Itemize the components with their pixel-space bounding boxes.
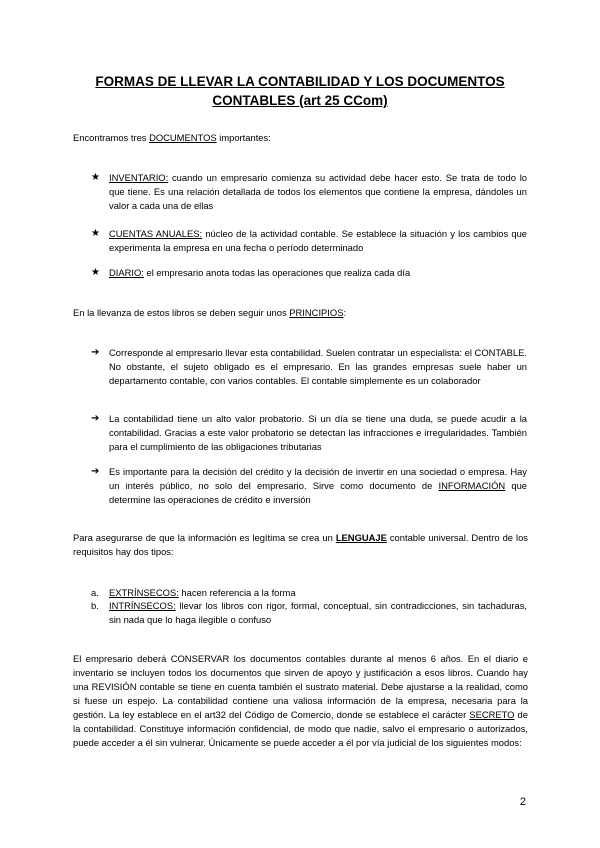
star-bullet-icon: ★ — [91, 228, 100, 239]
intro-paragraph — [73, 131, 528, 145]
intro-text-before: Encontramos tres — [73, 132, 150, 143]
list-marker: b. — [91, 600, 99, 611]
language-keyword: LENGUAJE — [335, 532, 387, 543]
requirement-item-extrinsecos — [109, 586, 527, 600]
document-term: DIARIO: — [109, 267, 144, 278]
document-term: INVENTARIO: — [109, 172, 169, 183]
document-item-cuentas-anuales — [109, 227, 527, 255]
principles-intro-paragraph — [73, 306, 528, 320]
title-line-2: CONTABLES (art 25 CCom) — [212, 93, 388, 108]
document-term: CUENTAS ANUALES: — [109, 228, 203, 239]
list-marker: a. — [91, 587, 99, 598]
arrow-bullet-icon: ➔ — [91, 413, 100, 424]
star-bullet-icon: ★ — [91, 267, 100, 278]
arrow-bullet-icon: ➔ — [91, 347, 100, 358]
language-text-before: Para asegurarse de que la información es legítima se crea un — [73, 532, 336, 543]
conservation-text-after: de la contabilidad. Constituye información confidencial, de modo que nadie, salvo el empresario o autorizados, puede acceder a él sin vulnerar. Únicamente se puede acceder a él por vía judicial de los siguientes modos: — [73, 709, 528, 748]
intro-text-after: importantes: — [216, 132, 271, 143]
requirement-term: EXTRÍNSECOS: — [109, 587, 179, 598]
requirement-text: llevar los libros con rigor, formal, conceptual, sin contradicciones, sin tachaduras, sin nada que lo haga ilegible o confuso — [109, 600, 527, 625]
page-number: 2 — [519, 796, 526, 808]
document-text: cuando un empresario comienza su actividad debe hacer esto. Se trata de todo lo que tiene. Es una relación detallada de todos los elementos que contiene la empresa, dándoles un valor a cada una de ellas — [109, 172, 527, 211]
conservation-keyword: SECRETO — [469, 709, 515, 720]
star-bullet-icon: ★ — [91, 172, 100, 183]
principle-text-after: que determine las operaciones de crédito e inversión — [109, 480, 528, 505]
document-text: núcleo de la actividad contable. Se establece la situación y los cambios que experimenta la empresa en una fecha o período determinado — [109, 228, 527, 253]
document-item-inventario — [109, 171, 527, 213]
principle-keyword: INFORMACIÓN — [438, 480, 506, 491]
conservation-paragraph — [73, 652, 528, 750]
requirement-item-intrinsecos — [109, 599, 527, 627]
principle-item: La contabilidad tiene un alto valor probatorio. Si un día se tiene una duda, se puede acudir a la contabilidad. Gracias a este valor probatorio se detectan las infracciones e irregularidades. También para el cumplimiento de las obligaciones tributarias — [109, 413, 527, 452]
arrow-bullet-icon: ➔ — [91, 466, 100, 477]
document-text: el empresario anota todas las operaciones que realiza cada día — [143, 267, 411, 278]
principles-keyword: PRINCIPIOS — [289, 307, 344, 318]
document-title — [80, 72, 520, 110]
requirement-text: hacen referencia a la forma — [178, 587, 296, 598]
principles-intro-text: En la llevanza de estos libros se deben seguir unos — [73, 307, 290, 318]
conservation-text: El empresario deberá CONSERVAR los documentos contables durante al menos 6 años. En el diario e inventario se incluyen todos los documentos que sirven de apoyo y justificación a esos libros. Cuando hay una REVISIÓN contable se tiene en cuenta también el sustrato material. Debe ajustarse a la realidad, como si fuese un espejo. La contabilidad contiene una valiosa información de la empresa, necesaria para la gestión. La ley establece en el art32 del Código de Comercio, donde se establece el carácter — [73, 653, 528, 720]
principle-item: Corresponde al empresario llevar esta contabilidad. Suelen contratar un especialista: el CONTABLE. No obstante, el sujeto obligado es el empresario. En las grandes empresas suele haber un departamento contable, con varios contables. El contable simplemente es un colaborador — [109, 347, 527, 386]
document-item-diario — [109, 266, 527, 280]
title-line-1: FORMAS DE LLEVAR LA CONTABILIDAD Y LOS DOCUMENTOS — [95, 74, 505, 89]
principle-text: Es importante para la decisión del crédito y la decisión de invertir en una sociedad o empresa. Hay un interés público, no solo del empresario. Sirve como documento de — [109, 466, 527, 491]
language-text-after: contable universal. Dentro de los requisitos hay dos tipos: — [73, 532, 528, 557]
principles-intro-after: : — [343, 307, 347, 318]
intro-keyword: DOCUMENTOS — [149, 132, 217, 143]
principle-item — [109, 465, 527, 507]
language-paragraph — [73, 531, 528, 559]
requirement-term: INTRÍNSECOS: — [109, 600, 176, 611]
